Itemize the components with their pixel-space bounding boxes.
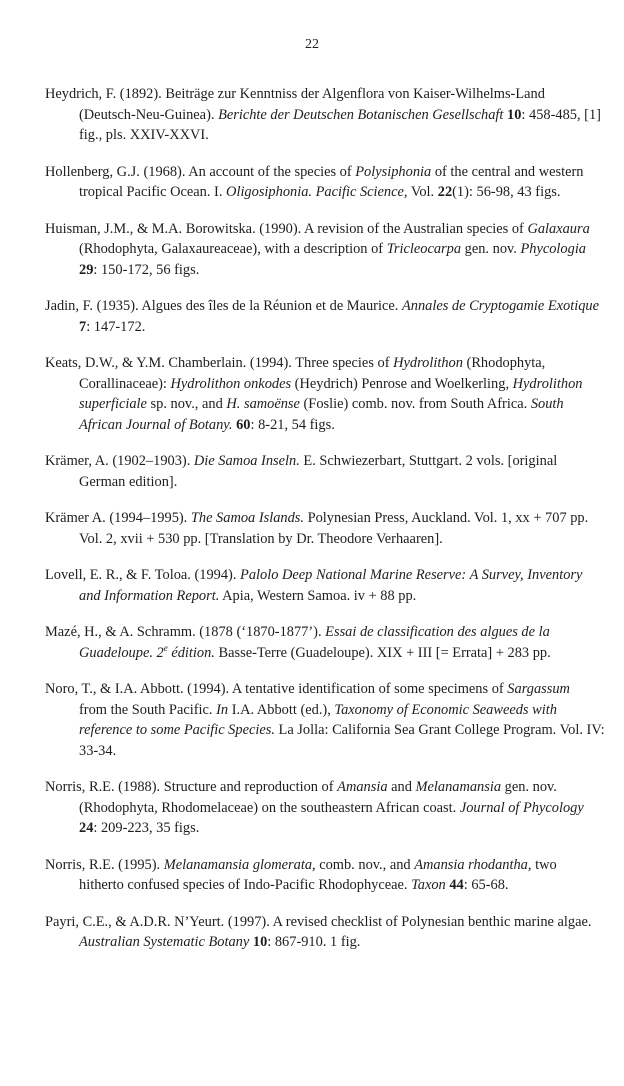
reference-italic-text: Taxonomy of Economic Seaweeds with reference to some Pacific Species. — [79, 701, 561, 738]
reference-text: : 8-21, 54 figs. — [250, 416, 335, 433]
reference-text: : 458-485, [1] fig., pls. XXIV-XXVI. — [79, 106, 605, 143]
reference-italic-text: Journal of Phycology — [459, 799, 584, 816]
reference-italic-text: Hydrolithon — [393, 355, 463, 371]
reference-entry — [45, 219, 605, 281]
reference-italic-text: Die Samoa Inseln. — [193, 453, 300, 469]
reference-italic-text: Amansia — [337, 779, 388, 795]
reference-text: sp. nov., and — [146, 396, 227, 412]
reference-text — [584, 800, 588, 816]
reference-italic-text: Berichte der Deutschen Botanischen Gesellschaft — [218, 106, 504, 123]
reference-italic-text: In — [216, 701, 229, 718]
reference-text: Basse-Terre (Guadeloupe). XIX + III [= Errata] + 283 pp. — [214, 644, 551, 661]
reference-italic-text: Melanamansia glomerata, — [163, 856, 316, 873]
reference-entry — [45, 451, 605, 492]
reference-text: and — [387, 779, 416, 795]
reference-entry — [45, 508, 605, 549]
reference-text: La Jolla: California Sea Grant College Program. Vol. IV: 33-34. — [79, 722, 609, 759]
reference-entry — [45, 353, 605, 435]
reference-volume: 10 — [252, 934, 268, 950]
reference-italic-text: Annales de Cryptogamie Exotique — [401, 298, 599, 314]
reference-italic-text: The Samoa Islands. — [190, 510, 305, 526]
reference-text: : 209-223, 35 figs. — [93, 820, 200, 836]
reference-volume: 24 — [79, 820, 94, 836]
reference-italic-text: Essai de classification des algues de la Guadeloupe. 2 — [79, 624, 554, 661]
reference-text: Noro, T., & I.A. Abbott. (1994). A tentative identification of some specimens of — [45, 681, 508, 697]
reference-text: two hitherto confused species of Indo-Pacific Rhodophyceae. — [79, 856, 561, 893]
reference-text: comb. nov., and — [315, 856, 415, 873]
reference-entry — [45, 162, 605, 203]
reference-text: I.A. Abbott (ed.), — [228, 701, 335, 718]
reference-italic-text: Taxon — [411, 877, 446, 893]
reference-text: Huisman, J.M., & M.A. Borowitska. (1990). A revision of the Australian species of — [45, 220, 528, 237]
reference-entry — [45, 912, 605, 953]
reference-italic-text: South African Journal of Botany. — [79, 396, 567, 433]
reference-italic-text: édition. — [167, 644, 215, 661]
reference-text — [599, 298, 603, 314]
reference-superscript: e — [163, 642, 168, 653]
reference-text: : 65-68. — [463, 877, 509, 893]
reference-volume: 22 — [437, 184, 453, 200]
reference-text: : 150-172, 56 figs. — [93, 261, 200, 278]
reference-italic-text: Hydrolithon onkodes — [170, 375, 292, 392]
reference-text: Krämer A. (1994–1995). — [45, 510, 191, 526]
reference-volume: 29 — [79, 261, 94, 278]
reference-text: Krämer, A. (1902–1903). — [45, 453, 194, 469]
reference-italic-text: Phycologia — [520, 241, 587, 257]
reference-text: from the South Pacific. — [79, 681, 578, 718]
reference-italic-text: Oligosiphonia. Pacific Science, — [226, 184, 408, 200]
reference-text: gen. nov. — [461, 241, 521, 257]
reference-text: Payri, C.E., & A.D.R. N’Yeurt. (1997). A revised checklist of Polynesian benthic marine algae. — [45, 913, 596, 930]
reference-text: (1): 56-98, 43 figs. — [452, 184, 561, 200]
reference-italic-text: H. samoënse — [226, 396, 300, 412]
reference-italic-text: Palolo Deep National Marine Reserve: A Survey, Inventory and Information Report. — [79, 567, 586, 604]
reference-text: : 147-172. — [86, 318, 146, 335]
reference-text — [586, 241, 590, 257]
reference-text: E. Schwiezerbart, Stuttgart. 2 vols. [original German edition]. — [79, 453, 561, 490]
reference-entry — [45, 679, 609, 761]
reference-text: (Heydrich) Penrose and Woelkerling, — [291, 375, 513, 392]
reference-text: Mazé, H., & A. Schramm. (1878 (‘1870-1877’). — [45, 624, 326, 640]
reference-italic-text: Australian Systematic Botany — [79, 934, 250, 950]
reference-text: Vol. — [407, 184, 438, 200]
reference-entry — [45, 296, 605, 337]
reference-list — [45, 84, 609, 969]
reference-entry — [45, 855, 605, 896]
reference-volume: 7 — [79, 318, 87, 335]
reference-text: Polynesian Press, Auckland. Vol. 1, xx + 707 pp. Vol. 2, xvii + 530 pp. [Translation by Dr. Theodore Verhaaren]. — [79, 510, 592, 547]
reference-entry — [45, 565, 605, 606]
reference-text: Norris, R.E. (1995). — [45, 856, 164, 873]
reference-text: (Rhodophyta, Galaxaureaceae), with a description of — [79, 220, 594, 257]
reference-entry — [45, 622, 605, 663]
reference-volume: 60 — [236, 416, 251, 433]
reference-italic-text: Melanamansia — [415, 779, 502, 795]
page-number: 22 — [305, 37, 319, 52]
reference-text: Lovell, E. R., & F. Toloa. (1994). — [45, 567, 241, 583]
reference-italic-text: Hydrolithon superficiale — [79, 375, 587, 412]
reference-volume: 44 — [449, 877, 464, 893]
reference-text: (Rhodophyta, Corallinaceae): — [79, 355, 549, 392]
reference-text: Keats, D.W., & Y.M. Chamberlain. (1994). Three species of — [45, 355, 394, 371]
reference-italic-text: Tricleocarpa — [386, 241, 462, 257]
reference-text: Hollenberg, G.J. (1968). An account of the species of — [45, 163, 356, 180]
reference-volume: 10 — [507, 106, 522, 123]
reference-text: Jadin, F. (1935). Algues des îles de la Réunion et de Maurice. — [45, 298, 402, 314]
reference-text: Heydrich, F. (1892). Beiträge zur Kenntniss der Algenflora von Kaiser-Wilhelms-Land (Deutsch-Neu-Guinea). — [45, 86, 549, 123]
reference-entry — [45, 777, 605, 839]
reference-italic-text: Polysiphonia — [355, 163, 432, 180]
reference-text: Apia, Western Samoa. iv + 88 pp. — [219, 587, 417, 604]
reference-text: : 867-910. 1 fig. — [267, 934, 361, 950]
reference-text: gen. nov. (Rhodophyta, Rhodomelaceae) on the southeastern African coast. — [79, 779, 561, 816]
reference-italic-text: Galaxaura — [527, 220, 590, 237]
reference-text: (Foslie) comb. nov. from South Africa. — [299, 396, 531, 412]
reference-italic-text: Amansia rhodantha, — [414, 856, 532, 873]
reference-italic-text: Sargassum — [507, 681, 570, 697]
reference-text: Norris, R.E. (1988). Structure and reproduction of — [45, 779, 338, 795]
reference-entry — [45, 84, 605, 146]
reference-text: of the central and western tropical Pacific Ocean. I. — [79, 163, 588, 200]
